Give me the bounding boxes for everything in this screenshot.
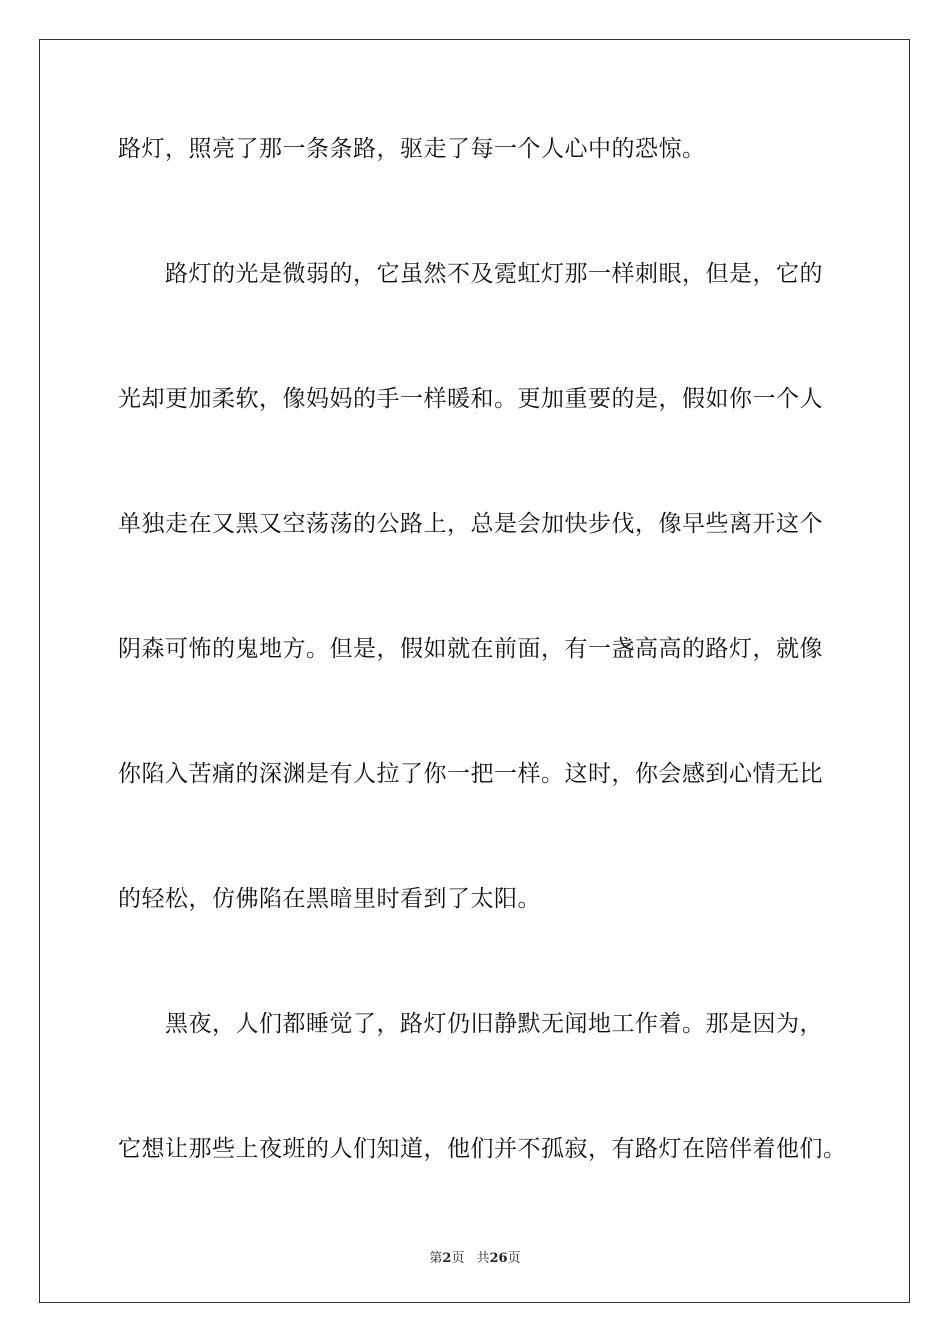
text-line-1: 路灯，照亮了那一条条路，驱走了每一个人心中的恐惊。 [118, 136, 706, 162]
page-footer [0, 1247, 950, 1266]
footer-total-suffix: 页 [507, 1251, 521, 1266]
footer-page-prefix: 第 [429, 1251, 443, 1266]
page-frame [39, 39, 910, 1303]
footer-total-prefix: 共 [476, 1251, 490, 1266]
text-line-5: 阴森可怖的鬼地方。但是，假如就在前面，有一盏高高的路灯，就像 [118, 636, 823, 662]
text-line-3: 光却更加柔软，像妈妈的手一样暖和。更加重要的是，假如你一个人 [118, 386, 823, 412]
footer-page-suffix: 页 [451, 1251, 465, 1266]
text-line-9: 它想让那些上夜班的人们知道，他们并不孤寂，有路灯在陪伴着他们。 [118, 1136, 847, 1162]
footer-total-pages: 26 [489, 1251, 508, 1266]
text-line-4: 单独走在又黑又空荡荡的公路上，总是会加快步伐，像早些离开这个 [118, 511, 823, 537]
text-line-6: 你陷入苦痛的深渊是有人拉了你一把一样。这时，你会感到心情无比 [118, 761, 823, 787]
text-line-2: 路灯的光是微弱的，它虽然不及霓虹灯那一样刺眼，但是，它的 [165, 261, 823, 287]
text-line-7: 的轻松，仿佛陷在黑暗里时看到了太阳。 [118, 886, 541, 912]
footer-page-number: 2 [442, 1251, 452, 1266]
text-line-8: 黑夜，人们都睡觉了，路灯仍旧静默无闻地工作着。那是因为， [165, 1011, 823, 1037]
